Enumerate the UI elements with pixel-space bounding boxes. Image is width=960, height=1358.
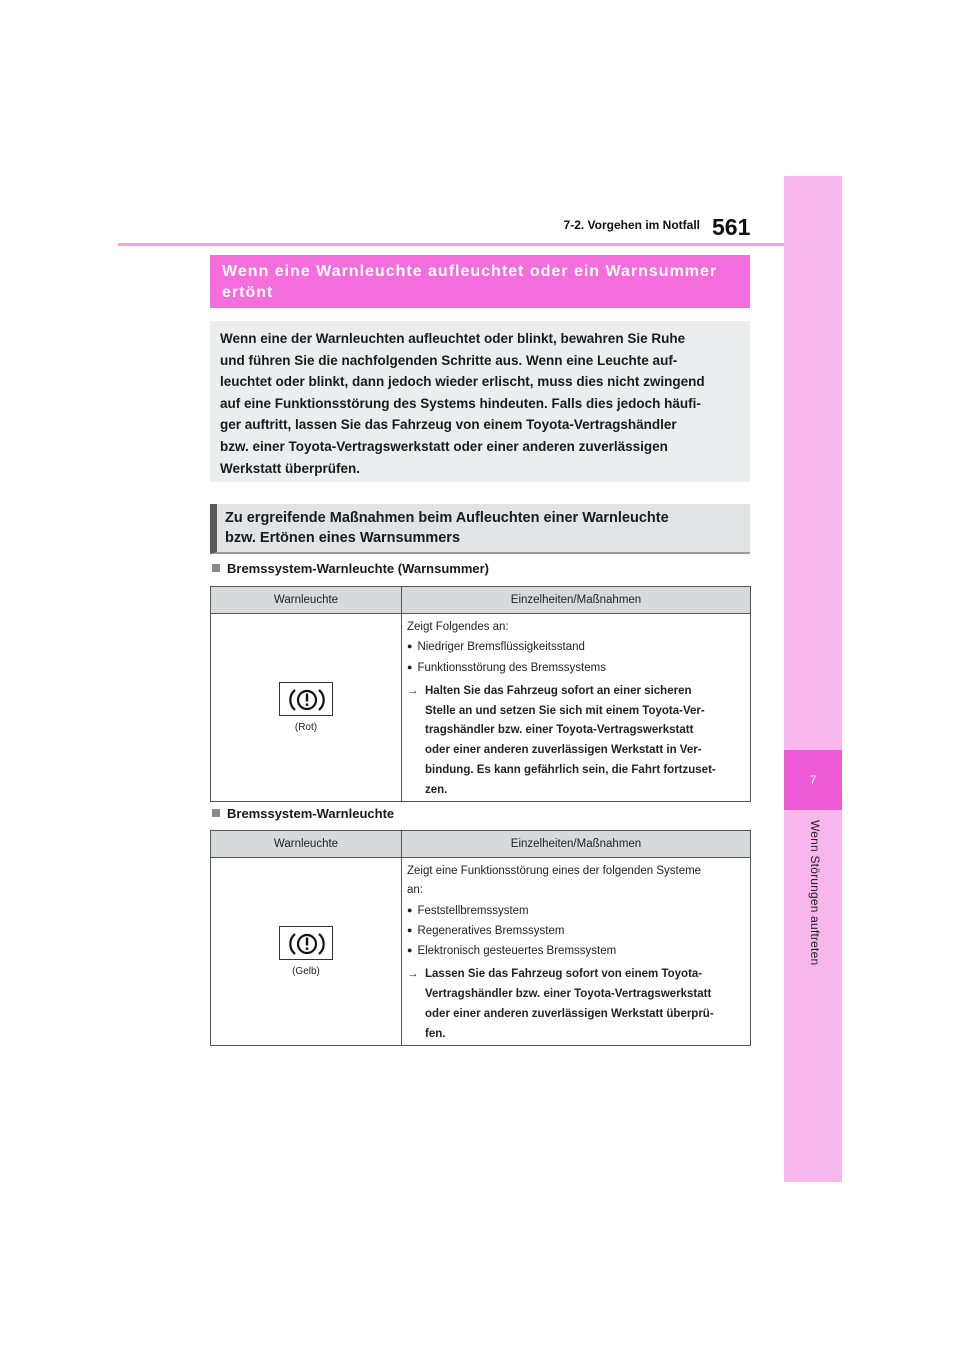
details-cell	[402, 614, 751, 802]
column-header-details: Einzelheiten/Maßnahmen	[402, 831, 751, 858]
list-item: ● Niedriger Bremsflüssigkeitsstand	[407, 637, 746, 657]
action-line: Vertragshändler bzw. einer Toyota-Vertragswerkstatt	[425, 988, 712, 1001]
table-row	[211, 614, 751, 802]
arrow-icon: →	[407, 968, 419, 981]
intro-line: leuchtet oder blinkt, dann jedoch wieder erlischt, muss dies nicht zwingend	[220, 374, 705, 390]
column-header-details: Einzelheiten/Maßnahmen	[402, 587, 751, 614]
details-intro: Zeigt Folgendes an:	[407, 621, 509, 633]
main-heading: Wenn eine Warnleuchte aufleuchtet oder ein Warnsummer ertönt	[210, 255, 750, 308]
arrow-icon: →	[407, 684, 419, 697]
chapter-number: 7	[809, 773, 817, 787]
brake-warning-glyph	[289, 930, 325, 958]
chapter-title: Wenn Störungen auftreten	[808, 820, 822, 966]
list-item: ● Elektronisch gesteuertes Bremssystem	[407, 941, 746, 961]
block-title-text: Bremssystem-Warnleuchte (Warnsummer)	[227, 561, 489, 576]
section-label: 7-2. Vorgehen im Notfall	[563, 218, 700, 232]
square-bullet-icon	[212, 809, 220, 817]
brake-warning-icon	[279, 926, 333, 960]
action-line: tragshändler bzw. einer Toyota-Vertragswerkstatt	[425, 724, 694, 737]
action-line: zen.	[425, 783, 448, 796]
intro-line: bzw. einer Toyota-Vertragswerkstatt oder einer anderen zuverlässigen	[220, 438, 668, 454]
icon-cell	[211, 858, 402, 1046]
action-line: Stelle an und setzen Sie sich mit einem Toyota-Ver-	[425, 704, 705, 717]
sub-heading-line: bzw. Ertönen eines Warnsummers	[225, 530, 461, 546]
intro-box	[210, 321, 750, 482]
chapter-number-tab[interactable]	[784, 750, 842, 810]
details-intro: an:	[407, 884, 423, 897]
sub-heading-line: Zu ergreifende Maßnahmen beim Aufleuchten einer Warnleuchte	[225, 510, 669, 526]
brake-warning-icon	[279, 682, 333, 716]
icon-color-caption: (Gelb)	[292, 965, 320, 977]
intro-line: Wenn eine der Warnleuchten aufleuchtet oder blinkt, bewahren Sie Ruhe	[220, 331, 686, 346]
header-divider	[118, 243, 784, 246]
chapter-side-tab	[784, 176, 842, 1182]
list-item: ● Regeneratives Bremssystem	[407, 921, 746, 941]
block-title	[212, 806, 394, 821]
square-bullet-icon	[212, 564, 220, 572]
list-item: ● Funktionsstörung des Bremssystems	[407, 658, 746, 678]
page-number: 561	[712, 214, 751, 240]
intro-line: und führen Sie die nachfolgenden Schritte aus. Wenn eine Leuchte auf-	[220, 352, 678, 368]
block-title-text: Bremssystem-Warnleuchte	[227, 806, 395, 821]
warning-table	[210, 586, 751, 802]
action-line: oder einer anderen zuverlässigen Werkstatt überprü-	[425, 1008, 714, 1021]
table-header-row	[211, 587, 751, 614]
action-line: bindung. Es kann gefährlich sein, die Fahrt fortzuset-	[425, 764, 716, 777]
action-instruction	[407, 965, 746, 1044]
brake-warning-glyph	[289, 686, 325, 714]
intro-line: Werkstatt überprüfen.	[220, 460, 361, 476]
action-line: fen.	[425, 1027, 446, 1040]
block-title	[212, 561, 489, 576]
list-item: ● Feststellbremssystem	[407, 901, 746, 921]
column-header-light: Warnleuchte	[211, 831, 402, 858]
icon-cell	[211, 614, 402, 802]
table-row	[211, 858, 751, 1046]
sub-heading	[210, 504, 750, 554]
action-instruction	[407, 682, 746, 801]
column-header-light: Warnleuchte	[211, 587, 402, 614]
action-line: oder einer anderen zuverlässigen Werkstatt in Ver-	[425, 744, 702, 757]
warning-table	[210, 830, 751, 1046]
intro-line: auf eine Funktionsstörung des Systems hindeuten. Falls dies jedoch häufi-	[220, 395, 701, 411]
details-intro: Zeigt eine Funktionsstörung eines der folgenden Systeme	[407, 865, 702, 877]
details-cell	[402, 858, 751, 1046]
action-line: Halten Sie das Fahrzeug sofort an einer sicheren	[425, 684, 692, 697]
intro-line: ger auftritt, lassen Sie das Fahrzeug von einem Toyota-Vertragshändler	[220, 417, 677, 433]
table-header-row	[211, 831, 751, 858]
action-line: Lassen Sie das Fahrzeug sofort von einem Toyota-	[425, 968, 703, 981]
icon-color-caption: (Rot)	[294, 721, 318, 733]
